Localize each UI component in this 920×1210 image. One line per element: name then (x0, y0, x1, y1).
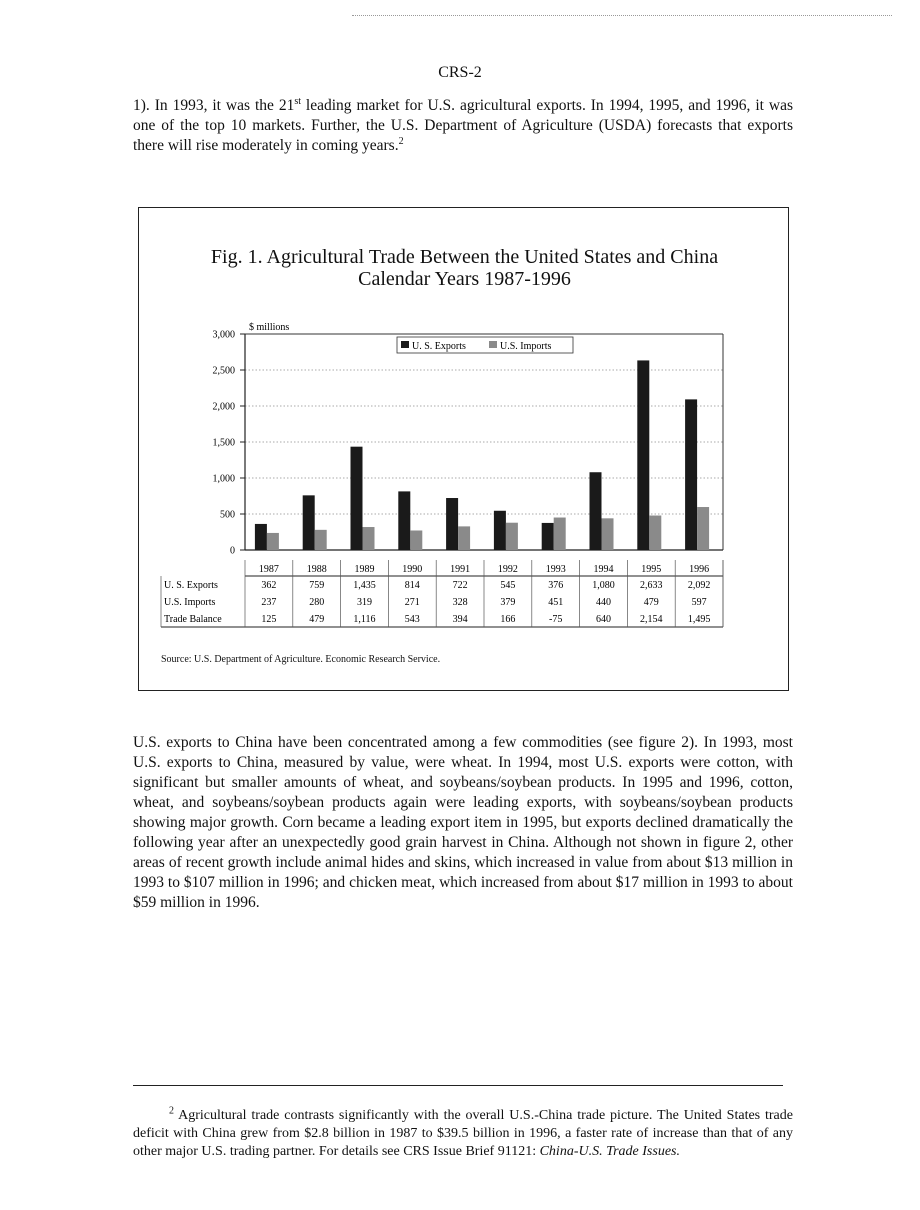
table-year-label: 1991 (450, 564, 471, 575)
footnote-divider (133, 1085, 783, 1086)
bar-imports (267, 533, 279, 550)
figure-title-line2: Calendar Years 1987-1996 (358, 268, 571, 290)
table-cell: 166 (500, 614, 516, 625)
bar-exports (351, 447, 363, 550)
table-cell: 376 (548, 580, 564, 591)
table-cell: 271 (404, 597, 420, 608)
bar-exports (446, 498, 458, 550)
table-cell: 722 (452, 580, 468, 591)
table-cell: 1,435 (353, 580, 376, 591)
legend-swatch (489, 341, 497, 348)
bar-exports (637, 360, 649, 550)
legend-label: U. S. Exports (412, 341, 466, 352)
bar-imports (506, 523, 518, 550)
table-cell: -75 (549, 614, 563, 625)
table-cell: 814 (404, 580, 420, 591)
bar-chart (139, 208, 790, 648)
y-tick-label: 2,500 (212, 365, 235, 377)
table-year-label: 1996 (689, 564, 710, 575)
table-cell: 440 (596, 597, 611, 608)
bar-imports (315, 530, 327, 550)
bar-exports (303, 495, 315, 550)
table-cell: 379 (500, 597, 516, 608)
table-year-label: 1993 (545, 564, 566, 575)
table-cell: 451 (548, 597, 564, 608)
y-tick-label: 1,500 (212, 437, 235, 449)
table-cell: 543 (404, 614, 420, 625)
table-cell: 280 (309, 597, 325, 608)
table-cell: 479 (309, 614, 325, 625)
table-cell: 237 (261, 597, 277, 608)
y-tick-label: 1,000 (212, 473, 235, 485)
table-cell: 1,495 (687, 614, 711, 625)
table-cell: 640 (596, 614, 611, 625)
table-year-label: 1992 (497, 564, 518, 575)
footnote-marker: 2 (169, 1105, 174, 1117)
bar-exports (685, 399, 697, 550)
y-axis-unit-label: $ millions (249, 322, 290, 333)
table-cell: 759 (309, 580, 325, 591)
table-year-label: 1995 (641, 564, 662, 575)
table-cell: 479 (643, 597, 659, 608)
bar-exports (398, 491, 410, 550)
table-cell: 125 (261, 614, 277, 625)
table-cell: 2,633 (640, 580, 663, 591)
legend-label: U.S. Imports (500, 341, 552, 352)
figure-title-line1: Fig. 1. Agricultural Trade Between the United States and China (210, 246, 719, 268)
table-row-label: U.S. Imports (164, 597, 216, 608)
bar-imports (602, 518, 614, 550)
table-cell: 328 (452, 597, 468, 608)
page-header: CRS-2 (438, 64, 482, 81)
legend-swatch (401, 341, 409, 348)
bar-imports (410, 530, 422, 550)
footnote (133, 1107, 793, 1161)
scan-artifact-line (352, 15, 892, 16)
table-row-label: U. S. Exports (164, 580, 218, 591)
table-cell: 2,154 (640, 614, 663, 625)
bar-exports (255, 524, 267, 550)
figure-source: Source: U.S. Department of Agriculture. Economic Research Service. (161, 654, 441, 665)
bar-imports (697, 507, 709, 550)
bar-imports (363, 527, 375, 550)
y-tick-label: 0 (230, 545, 235, 557)
bar-imports (554, 518, 566, 550)
table-year-label: 1994 (593, 564, 614, 575)
y-tick-label: 500 (220, 509, 235, 521)
table-cell: 394 (452, 614, 468, 625)
footnote-italic-title: China-U.S. Trade Issues. (539, 1144, 680, 1159)
table-year-label: 1990 (402, 564, 423, 575)
table-year-label: 1987 (258, 564, 279, 575)
intro-paragraph (133, 96, 793, 156)
table-year-label: 1988 (306, 564, 327, 575)
footnote-reference[interactable]: 2 (398, 135, 404, 147)
y-tick-label: 3,000 (212, 329, 235, 341)
bar-imports (649, 516, 661, 550)
table-cell: 597 (691, 597, 707, 608)
table-cell: 2,092 (687, 580, 711, 591)
y-tick-label: 2,000 (212, 401, 235, 413)
table-cell: 362 (261, 580, 277, 591)
intro-text-part1: 1). In 1993, it was the 21 (133, 97, 295, 114)
intro-text-part2: leading market for U.S. agricultural exports. In 1994, 1995, and 1996, it was one of the top 10 markets. Further, the U.S. Department of Agriculture (USDA) forecasts that exports there will rise moderately in coming years. (133, 97, 793, 154)
bar-exports (542, 523, 554, 550)
table-cell: 1,080 (592, 580, 615, 591)
bar-exports (590, 472, 602, 550)
table-row-label: Trade Balance (164, 614, 222, 625)
figure-1-box (138, 207, 789, 691)
footnote-text: Agricultural trade contrasts significantly with the overall U.S.-China trade picture. The United States trade deficit with China grew from $2.8 billion in 1987 to $39.5 billion in 1996, a faster rate of increase than that of any other major U.S. trading partner. For details see CRS Issue Brief 91121: (133, 1108, 793, 1159)
intro-ordinal-suffix: st (294, 95, 301, 107)
body-paragraph: U.S. exports to China have been concentrated among a few commodities (see figure 2). In 1993, most U.S. exports to China, measured by value, were wheat. In 1994, most U.S. exports were cotton, with significant but smaller amounts of wheat, and soybeans/soybean products. In 1995 and 1996, cotton, wheat, and soybeans/soybean products again were leading exports, with soybeans/soybean products showing major growth. Corn became a leading export item in 1995, but exports declined dramatically the following year after an unexpectedly good grain harvest in China. Although not shown in figure 2, other areas of recent growth include animal hides and skins, which increased in value from about $13 million in 1993 to $107 million in 1996; and chicken meat, which increased from about $17 million in 1993 to about $59 million in 1996. (133, 734, 793, 911)
table-cell: 545 (500, 580, 516, 591)
table-year-label: 1989 (354, 564, 375, 575)
bar-exports (494, 511, 506, 550)
bar-imports (458, 526, 470, 550)
table-cell: 319 (357, 597, 372, 608)
table-cell: 1,116 (353, 614, 376, 625)
